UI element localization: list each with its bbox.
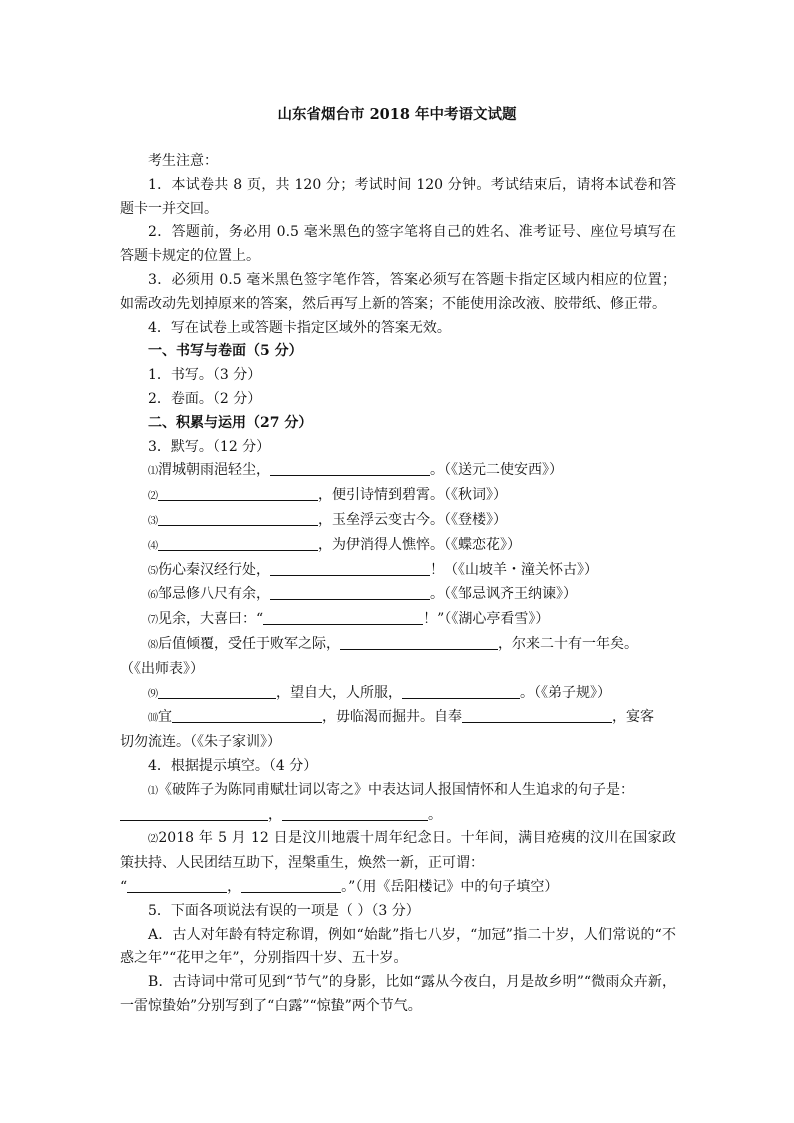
item-number: ⑸ <box>148 565 158 577</box>
answer-blank[interactable] <box>462 708 612 723</box>
notice-4: 4．写在试卷上或答题卡指定区域外的答案无效。 <box>148 319 451 336</box>
question-5-option-b: B．古诗词中常可见到“节气”的身影，比如“露从今夜白，月是故乡明”“微雨众卉新，一雷惊蛰始”分别写到了“白露”“惊蛰”两个节气。 <box>120 974 676 1014</box>
question-3-item-8-source: （《出师表》） <box>120 660 204 677</box>
section-1-heading: 一、书写与卷面（5 分） <box>148 343 303 360</box>
question-3-item-2 <box>120 484 676 509</box>
question-3-item-6 <box>120 583 676 608</box>
question-3-item-3 <box>120 509 676 534</box>
text: ，毋临渴而掘井。自奉 <box>322 709 462 726</box>
notice-1: 1．本试卷共 8 页，共 120 分；考试时间 120 分钟。考试结束后，请将本试卷和答题卡一并交回。 <box>120 176 676 217</box>
item-number: ⑷ <box>148 540 158 552</box>
question-3-item-9 <box>120 682 676 707</box>
text: 见余，大喜曰：“ <box>158 611 264 628</box>
item-number: ⑻ <box>148 639 158 651</box>
question-3-item-8 <box>120 633 676 658</box>
item-number: ⑵ <box>148 834 159 846</box>
answer-blank[interactable] <box>270 461 430 476</box>
text: ，尔来二十有一年矣。 <box>498 635 638 652</box>
question-3-item-1 <box>120 459 676 484</box>
text: 。”（用《岳阳楼记》中的句子填空） <box>341 878 559 895</box>
notice-heading: 考生注意： <box>148 153 218 169</box>
answer-blank[interactable] <box>120 806 268 821</box>
text: ，便引诗情到碧霄。（《秋词》） <box>318 487 507 504</box>
answer-blank[interactable] <box>158 511 318 526</box>
notice-2: 2．答题前，务必用 0.5 毫米黑色的签字笔将自己的姓名、准考证号、座位号填写在答题卡规定的位置上。 <box>120 224 676 265</box>
item-number: ⑴ <box>148 466 158 478</box>
text: 。（《邹忌讽齐王纳谏》） <box>430 586 577 603</box>
text: “ <box>120 878 128 895</box>
text: ，宴客 <box>612 709 654 726</box>
item-number: ⑶ <box>148 515 158 527</box>
question-3-item-10-cont: 切勿流连。（《朱子家训》） <box>120 734 281 751</box>
question-3-item-4 <box>120 534 676 559</box>
question-1: 1．书写。（3 分） <box>148 367 262 384</box>
answer-blank[interactable] <box>340 635 498 650</box>
text: 宜 <box>158 709 172 726</box>
answer-blank[interactable] <box>172 708 322 723</box>
question-2: 2．卷面。（2 分） <box>148 390 262 407</box>
text: 。（《送元二使安西》） <box>430 462 563 479</box>
question-3-item-7 <box>120 608 676 633</box>
item-number: ⑹ <box>148 590 158 602</box>
answer-blank[interactable] <box>282 806 428 821</box>
text: 。 <box>428 806 442 823</box>
text: ，为伊消得人憔悴。（《蝶恋花》） <box>318 536 521 553</box>
item-number: ⑽ <box>148 713 158 725</box>
question-3-item-10 <box>120 706 676 731</box>
answer-blank[interactable] <box>241 878 341 893</box>
answer-blank[interactable] <box>158 486 318 501</box>
text: 渭城朝雨浥轻尘， <box>158 462 270 479</box>
question-4: 4．根据提示填空。（4 分） <box>148 757 318 774</box>
text: 邹忌修八尺有余， <box>158 586 270 603</box>
question-4-item-1 <box>120 779 676 804</box>
text: 2018 年 5 月 12 日是汶川地震十周年纪念日。十年间，满目疮痍的汶川在国家政策扶持、人民团结互助下，涅槃重生，焕然一新，正可谓： <box>120 830 676 872</box>
text: ！”（《湖心亭看雪》） <box>423 611 550 628</box>
question-4-item-2-answer <box>120 876 676 900</box>
answer-blank[interactable] <box>270 585 430 600</box>
question-3-item-5 <box>120 559 676 584</box>
item-number: ⑵ <box>148 491 158 503</box>
question-4-item-1-answer <box>120 804 676 828</box>
text: 《破阵子为陈同甫赋壮词以寄之》中表达词人报国情怀和人生追求的句子是： <box>158 781 634 798</box>
notice-3: 3．必须用 0.5 毫米黑色签字笔作答，答案必须写在答题卡指定区域内相应的位置；如需改动先划掉原来的答案，然后再写上新的答案；不能使用涂改液、胶带纸、修正带。 <box>120 271 676 312</box>
text: ！（《山坡羊・潼关怀古》） <box>430 561 598 578</box>
text: ， <box>268 806 282 823</box>
answer-blank[interactable] <box>158 684 276 699</box>
text: ， <box>227 878 242 895</box>
answer-blank[interactable] <box>127 878 227 893</box>
answer-blank[interactable] <box>270 561 430 576</box>
exam-title: 山东省烟台市 2018 年中考语文试题 <box>277 106 517 123</box>
answer-blank[interactable] <box>158 536 318 551</box>
question-5: 5．下面各项说法有误的一项是（ ）（3 分） <box>148 902 420 919</box>
text: 伤心秦汉经行处， <box>158 561 270 578</box>
question-5-option-a: A．古人对年龄有特定称谓，例如“始龀”指七八岁，“加冠”指二十岁，人们常说的“不惑之年”“花甲之年”，分别指四十岁、五十岁。 <box>120 926 676 967</box>
text: 。（《弟子规》） <box>520 684 611 701</box>
text: 后值倾覆，受任于败军之际， <box>158 635 340 652</box>
section-2-heading: 二、积累与运用（27 分） <box>148 414 313 431</box>
item-number: ⑼ <box>148 688 158 700</box>
answer-blank[interactable] <box>402 684 520 699</box>
item-number: ⑴ <box>148 785 158 797</box>
question-4-item-2 <box>120 827 676 876</box>
question-3: 3．默写。（12 分） <box>148 438 271 455</box>
text: ，玉垒浮云变古今。（《登楼》） <box>318 511 507 528</box>
item-number: ⑺ <box>148 615 158 627</box>
text: ，望自大，人所服， <box>276 684 402 701</box>
answer-blank[interactable] <box>263 610 423 625</box>
exam-content <box>120 150 676 1019</box>
